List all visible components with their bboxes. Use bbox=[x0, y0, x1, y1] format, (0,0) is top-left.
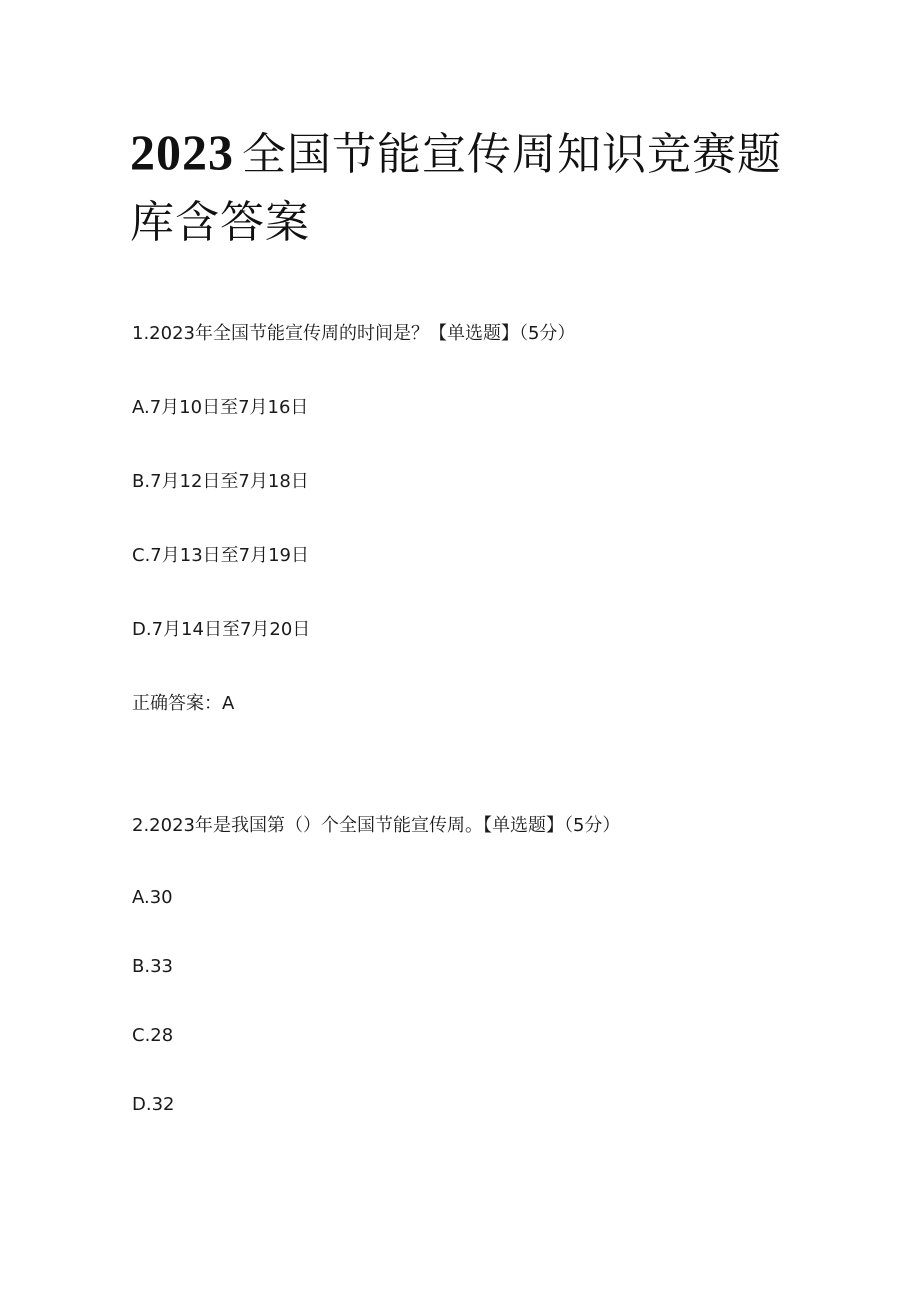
question-1-option-d: D.7月14日至7月20日 bbox=[132, 619, 311, 640]
question-1-option-a: A.7月10日至7月16日 bbox=[132, 397, 309, 418]
question-1-option-c: C.7月13日至7月19日 bbox=[132, 545, 310, 566]
question-1-stem: 1.2023年全国节能宣传周的时间是？【单选题】（5分） bbox=[132, 323, 576, 344]
question-2-option-d: D.32 bbox=[132, 1094, 175, 1115]
question-2-option-c: C.28 bbox=[132, 1025, 174, 1046]
document-title bbox=[130, 118, 810, 257]
question-2-option-b: B.33 bbox=[132, 956, 173, 977]
question-2-stem: 2.2023年是我国第（）个全国节能宣传周。【单选题】（5分） bbox=[132, 815, 621, 836]
title-year: 2023 bbox=[130, 124, 234, 180]
question-1-option-b: B.7月12日至7月18日 bbox=[132, 471, 309, 492]
question-1-answer: 正确答案：A bbox=[132, 693, 235, 714]
question-2-option-a: A.30 bbox=[132, 887, 173, 908]
title-text: 全国节能宣传周知识竞赛题库含答案 bbox=[130, 129, 782, 248]
